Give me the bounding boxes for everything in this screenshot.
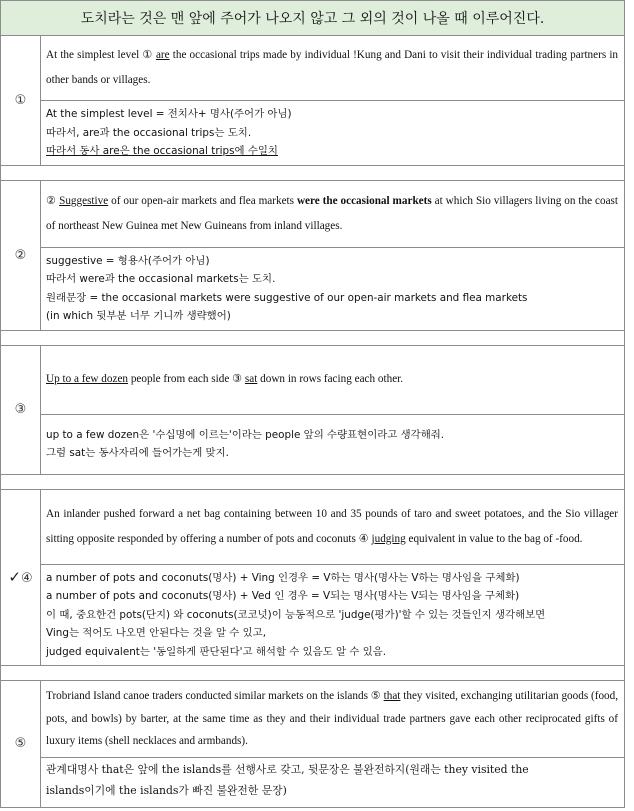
section-3-explanation: up to a few dozen은 '수십명에 이르는'이라는 people 앞의 수량표현이라고 생각해줘. 그럼 sat는 동사자리에 들어가는게 맞지. [41, 414, 625, 474]
section-2-english: ② Suggestive of our open-air markets and flea markets were the occasional markets at which Sio villagers living on the coast of northeast New Guinea met New Guineans from inland villages. [41, 180, 625, 247]
section-4-english: An inlander pushed forward a net bag containing between 10 and 35 pounds of taro and sweet potatoes, and the Sio villager sitting opposite responded by offering a number of pots and coconuts ④ judging equivalent in value to the bag of -food. [41, 489, 625, 564]
underlined-target: are [155, 49, 170, 61]
check-mark-icon: ✓ [8, 568, 21, 587]
section-1-number: ① [1, 36, 41, 166]
question-marker: ① [142, 49, 153, 61]
section-1-english: At the simplest level ① are the occasional trips made by individual !Kung and Dani to visit their individual trading partners in other bands or villages. [41, 36, 625, 101]
spacer-row [1, 330, 625, 345]
spacer-row [1, 666, 625, 681]
section-4-explanation: a number of pots and coconuts(명사) + Ving 인경우 = V하는 명사(명사는 V하는 명사임을 구체화) a number of pots and coconuts(명사) + Ved 인 경우 = V되는 명사(명사는 V되는 명사임을 구체화) 이 때, 중요한건 pots(단지) 와 coconuts(코코넛)이 능동적으로 'judge(평가)'할 수 있는 것들인지 생각해보면 Ving는 적어도 나오면 안된다는 것을 알 수 있고, judged equivalent는 '동일하게 판단된다'고 해석할 수 있음도 알 수 있음. [41, 564, 625, 666]
section-5-english: Trobriand Island canoe traders conducted similar markets on the islands ⑤ that they visited, exchanging utilitarian goods (food, pots, and bowls) by barter, at the same time as they and their individual trade partners gave each other reciprocated gifts of luxury items (shell necklaces and armbands). [41, 681, 625, 758]
header-title: 도치라는 것은 맨 앞에 주어가 나오지 않고 그 외의 것이 나올 때 이루어진다. [1, 1, 625, 36]
section-1-explanation: At the simplest level = 전치사+ 명사(주어가 아님) 따라서, are과 the occasional trips는 도치. 따라서 동사 are은 the occasional trips에 수일치 [41, 101, 625, 166]
underlined-target: sat [244, 373, 258, 385]
section-5-explanation: 관계대명사 that은 앞에 the islands를 선행사로 갖고, 뒷문장은 불완전하지(원래는 they visited the islands이기에 the islands가 빠진 불완전한 문장) [41, 757, 625, 807]
spacer-row [1, 474, 625, 489]
section-2-explanation: suggestive = 형용사(주어가 아님) 따라서 were과 the occasional markets는 도치. 원래문장 = the occasional markets were suggestive of our open-air markets and flea markets (in which 뒷부분 너무 기니까 생략했어) [41, 247, 625, 330]
underlined-target: judging [371, 532, 406, 545]
spacer-row [1, 165, 625, 180]
section-3-english: Up to a few dozen people from each side ③ sat down in rows facing each other. [41, 345, 625, 414]
section-4-number: ✓④ [1, 489, 41, 666]
underlined-target: Suggestive [59, 194, 109, 207]
section-5-number: ⑤ [1, 681, 41, 808]
section-3-number: ③ [1, 345, 41, 474]
underlined-target: that [383, 690, 401, 702]
section-2-number: ② [1, 180, 41, 330]
